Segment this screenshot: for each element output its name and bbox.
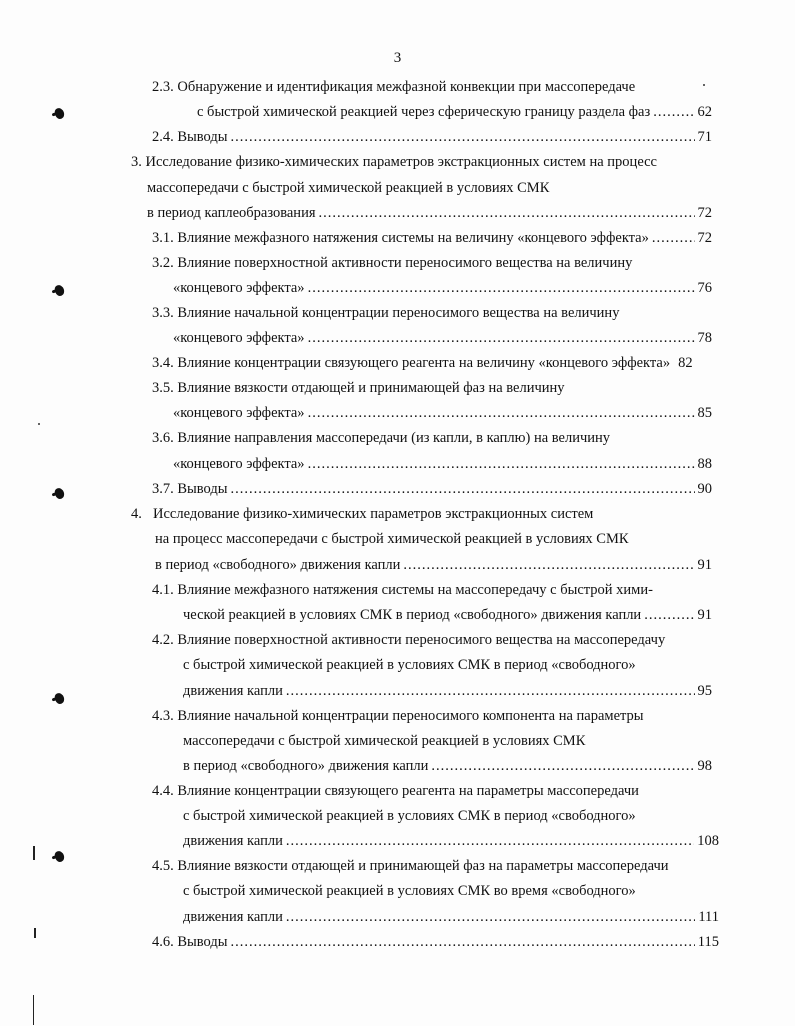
toc-entry-3-6-line-1: 3.6. Влияние направления массопередачи (из капли, в каплю) на величину xyxy=(152,430,611,446)
dot-leader xyxy=(403,556,694,574)
toc-entry-4-3-line-1: 4.3. Влияние начальной концентрации переносимого компонента на параметры xyxy=(152,708,644,724)
page-number: 3 xyxy=(393,50,402,66)
toc-entry-4-3-line-2: массопередачи с быстрой химической реакцией в условиях СМК xyxy=(183,733,586,749)
toc-page-number: 72 xyxy=(697,205,712,221)
toc-entry-text: 2.4. Выводы xyxy=(152,129,228,145)
toc-page-number: 78 xyxy=(697,330,712,346)
dot-leader xyxy=(286,682,695,700)
toc-entry-3-1 xyxy=(152,229,712,247)
toc-entry-3-5-line-1: 3.5. Влияние вязкости отдающей и принимающей фаз на величину xyxy=(152,380,565,396)
toc-page-number: 95 xyxy=(697,683,712,699)
scan-artifact xyxy=(34,928,36,938)
toc-entry-2-3-line-1: 2.3. Обнаружение и идентификация межфазной конвекции при массопередаче xyxy=(152,79,636,95)
dot-leader xyxy=(308,279,695,297)
binder-hole-mark xyxy=(53,107,65,120)
toc-page-number: 85 xyxy=(697,405,712,421)
toc-entry-4-4-line-2: с быстрой химической реакцией в условиях СМК в период «свободного» xyxy=(183,808,636,824)
toc-entry-text: ческой реакцией в условиях СМК в период «свободного» движения капли xyxy=(183,607,642,623)
toc-entry-text: движения капли xyxy=(183,909,283,925)
toc-entry-4-1-line-2 xyxy=(183,606,712,624)
scan-speck xyxy=(703,84,705,86)
toc-entry-3-5-line-2 xyxy=(173,404,712,422)
dot-leader xyxy=(644,606,694,624)
binder-hole-mark xyxy=(53,850,65,863)
dot-leader xyxy=(231,480,695,498)
binder-hole-mark xyxy=(53,692,65,705)
dot-leader xyxy=(286,832,694,850)
toc-entry-text: «концевого эффекта» xyxy=(173,330,305,346)
toc-chapter-3-line-2: массопередачи с быстрой химической реакцией в условиях СМК xyxy=(147,180,550,196)
toc-entry-text: в период каплеобразования xyxy=(147,205,316,221)
toc-page-number: 108 xyxy=(697,833,719,849)
dot-leader xyxy=(319,204,695,222)
toc-entry-4-1-line-1: 4.1. Влияние межфазного натяжения системы на массопередачу с быстрой хими- xyxy=(152,582,653,598)
dot-leader xyxy=(652,229,695,247)
toc-chapter-4-number: 4. xyxy=(131,506,142,522)
toc-entry-2-4 xyxy=(152,128,712,146)
toc-entry-3-6-line-2 xyxy=(173,455,712,473)
toc-entry-4-3-line-3 xyxy=(183,757,712,775)
dot-leader xyxy=(653,103,694,121)
scan-speck xyxy=(38,423,40,425)
toc-page-number: 98 xyxy=(697,758,712,774)
toc-entry-text: 3.7. Выводы xyxy=(152,481,228,497)
toc-page-number: 91 xyxy=(697,607,712,623)
dot-leader xyxy=(308,329,695,347)
toc-page-number: 71 xyxy=(697,129,712,145)
toc-chapter-3-line-1: 3. Исследование физико-химических параметров экстракционных систем на процесс xyxy=(131,154,657,170)
toc-entry-text: в период «свободного» движения капли xyxy=(155,557,401,573)
binder-hole-mark xyxy=(53,284,65,297)
toc-page-number: 76 xyxy=(697,280,712,296)
toc-entry-4-5-line-2: с быстрой химической реакцией в условиях СМК во время «свободного» xyxy=(183,883,636,899)
dot-leader xyxy=(308,404,695,422)
toc-entry-text: с быстрой химической реакцией через сферическую границу раздела фаз xyxy=(197,104,651,120)
toc-page-number: 88 xyxy=(697,456,712,472)
dot-leader xyxy=(231,128,695,146)
toc-chapter-4-line-2: на процесс массопередачи с быстрой химической реакцией в условиях СМК xyxy=(155,531,629,547)
toc-entry-3-3-line-2 xyxy=(173,329,712,347)
toc-chapter-4-line-1: Исследование физико-химических параметров экстракционных систем xyxy=(153,506,594,522)
toc-page-number: 115 xyxy=(697,934,719,950)
toc-entry-4-2-line-2: с быстрой химической реакцией в условиях СМК в период «свободного» xyxy=(183,657,636,673)
toc-entry-4-4-line-3 xyxy=(183,832,719,850)
toc-entry-3-2-line-2 xyxy=(173,279,712,297)
scan-artifact xyxy=(33,995,34,1025)
toc-entry-3-2-line-1: 3.2. Влияние поверхностной активности переносимого вещества на величину xyxy=(152,255,633,271)
toc-page-number: 82 xyxy=(678,355,693,371)
scan-artifact xyxy=(33,846,35,860)
toc-page-number: 111 xyxy=(698,909,719,925)
toc-entry-4-5-line-1: 4.5. Влияние вязкости отдающей и принимающей фаз на параметры массопередачи xyxy=(152,858,669,874)
binder-hole-mark xyxy=(53,487,65,500)
toc-entry-text: 3.4. Влияние концентрации связующего реагента на величину «концевого эффекта» xyxy=(152,355,671,371)
toc-entry-text: в период «свободного» движения капли xyxy=(183,758,429,774)
toc-chapter-3-line-3 xyxy=(147,204,712,222)
toc-page-number: 91 xyxy=(697,557,712,573)
dot-leader xyxy=(231,933,695,951)
toc-entry-4-4-line-1: 4.4. Влияние концентрации связующего реагента на параметры массопередачи xyxy=(152,783,639,799)
toc-entry-4-2-line-1: 4.2. Влияние поверхностной активности переносимого вещества на массопередачу xyxy=(152,632,666,648)
toc-entry-2-3-line-2 xyxy=(197,103,712,121)
toc-chapter-4-line-3 xyxy=(155,556,712,574)
toc-entry-4-6 xyxy=(152,933,719,951)
toc-entry-text: «концевого эффекта» xyxy=(173,280,305,296)
toc-entry-text: 3.1. Влияние межфазного натяжения системы на величину «концевого эффекта» xyxy=(152,230,649,246)
toc-entry-4-5-line-3 xyxy=(183,908,719,926)
toc-entry-3-7 xyxy=(152,480,712,498)
dot-leader xyxy=(286,908,695,926)
dot-leader xyxy=(431,757,694,775)
toc-entry-3-3-line-1: 3.3. Влияние начальной концентрации переносимого вещества на величину xyxy=(152,305,620,321)
toc-entry-text: движения капли xyxy=(183,683,283,699)
toc-entry-3-4 xyxy=(152,354,712,372)
toc-entry-text: «концевого эффекта» xyxy=(173,405,305,421)
toc-page-number: 72 xyxy=(697,230,712,246)
toc-page-number: 90 xyxy=(697,481,712,497)
toc-page-number: 62 xyxy=(697,104,712,120)
toc-entry-4-2-line-3 xyxy=(183,682,712,700)
toc-entry-text: движения капли xyxy=(183,833,283,849)
toc-entry-text: «концевого эффекта» xyxy=(173,456,305,472)
dot-leader xyxy=(308,455,695,473)
toc-entry-text: 4.6. Выводы xyxy=(152,934,228,950)
